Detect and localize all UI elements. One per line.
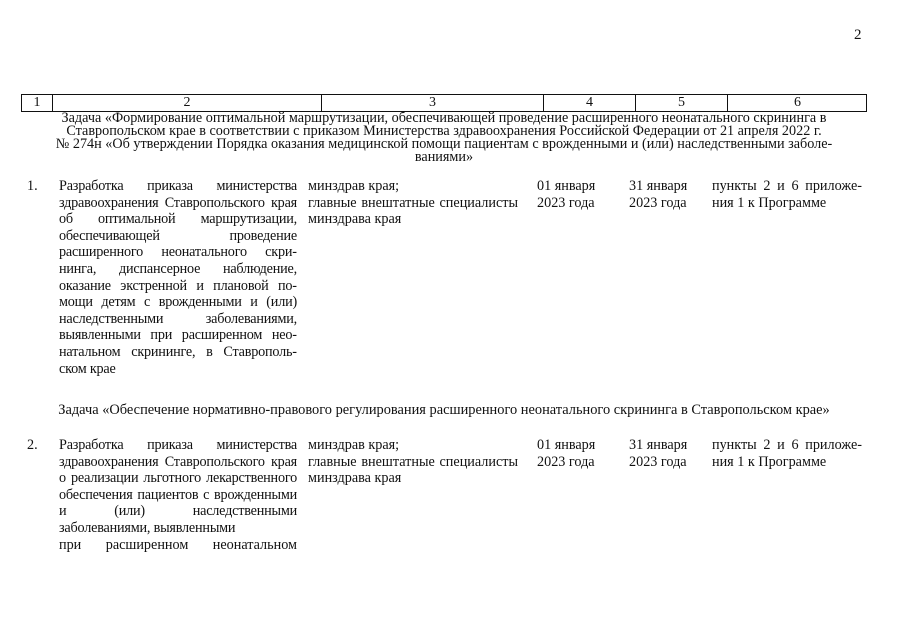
task-heading-line: Ставропольском крае в соответствии с приказом Министерства здравоохранения Российской Федерации от 21 апреля 2022 г. [66, 123, 822, 139]
column-number-4: 4 [544, 95, 636, 111]
activity-text: Разработка приказа министерства здравоохранения Ставропольского края о реализации льготного лекарственного обеспечения пациентов с врожденными и (или) наследственными заболеваниями, выявленными [59, 437, 297, 536]
column-number-1: 1 [22, 95, 53, 111]
start-date-year: 2023 года [537, 194, 595, 211]
start-date-year: 2023 года [537, 453, 595, 470]
column-number-5: 5 [636, 95, 728, 111]
task-heading-line: Задача «Формирование оптимальной маршрутизации, обеспечивающей проведение расширенного неонатального скрининга в [61, 110, 827, 126]
column-number-3: 3 [322, 95, 544, 111]
result-text: пункты 2 и 6 приложения 1 к Программе [712, 437, 862, 470]
responsible-text: главные внештатные специалисты минздрава края [308, 194, 518, 228]
task-heading-line: № 274н «Об утверждении Порядка оказания медицинской помощи пациентам с врожденными и (или) наследственными заболе- [55, 136, 833, 152]
result-text: пункты 2 и 6 приложения 1 к Программе [712, 178, 862, 211]
end-date-year: 2023 года [629, 194, 687, 211]
end-date-year: 2023 года [629, 453, 687, 470]
page-number: 2 [854, 27, 862, 43]
start-date: 01 января [537, 178, 596, 194]
responsible-text: минздрав края; [308, 178, 400, 194]
row-number: 2. [27, 437, 38, 453]
column-number-6: 6 [794, 95, 801, 110]
row-number: 1. [27, 178, 38, 194]
responsible-text: минздрав края; [308, 437, 400, 453]
task-heading-2: Задача «Обеспечение нормативно-правового регулирования расширенного неонатального скрининга в Ставропольском крае» [58, 402, 830, 418]
column-number-2: 2 [53, 95, 322, 111]
activity-text: Разработка приказа министерства здравоохранения Ставропольского края об оптимальной маршрутизации, обеспечивающей проведение расширенного неонатального скрининга, диспансерное наблюдение, оказание экстренной и плановой помощи детям с врожденными и (или) наследственными заболеваниями, выявленными при расширенном неонатальном скрининге, в Ставропольском крае [59, 178, 297, 377]
start-date: 01 января [537, 437, 596, 453]
task-heading-line: ваниями» [414, 149, 474, 165]
activity-text: при расширенном неонатальном [59, 536, 297, 553]
end-date: 31 января [629, 178, 688, 194]
end-date: 31 января [629, 437, 688, 453]
responsible-text: главные внештатные специалисты минздрава края [308, 453, 518, 487]
